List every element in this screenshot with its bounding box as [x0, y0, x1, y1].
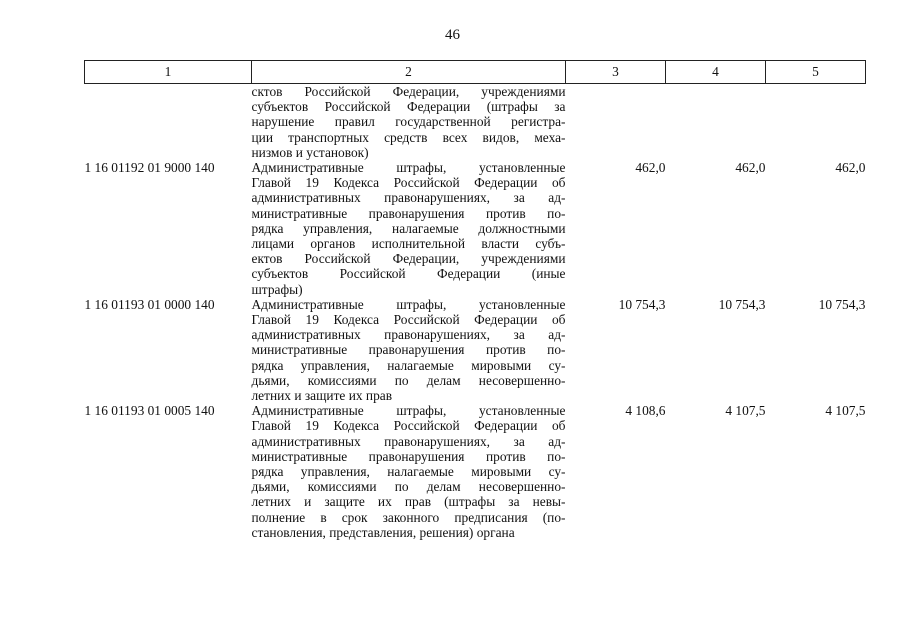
- amount-col-4: 10 754,3: [718, 296, 766, 312]
- description-line: летних и защите их прав (штрафы за невы-: [251, 494, 566, 510]
- header-col-2: 2: [252, 61, 566, 84]
- header-col-5: 5: [766, 61, 866, 84]
- description-line: дьями, комиссиями по делам несовершенно-: [251, 479, 566, 495]
- description-line: Административные штрафы, установленные: [251, 296, 566, 312]
- header-col-1: 1: [85, 61, 252, 84]
- table-row: [85, 403, 866, 540]
- amount-col-5: 10 754,3: [818, 296, 866, 312]
- budget-code: 1 16 01192 01 9000 140: [84, 160, 215, 176]
- amount-col-5: 462,0: [835, 160, 866, 176]
- amount-col-5: 4 107,5: [825, 403, 866, 419]
- amount-col-5: [766, 84, 866, 161]
- description-line: административных правонарушениях, за ад-: [251, 433, 566, 449]
- description-line: министративные правонарушения против по-: [251, 342, 566, 358]
- income-description: [252, 297, 566, 403]
- header-col-3: 3: [566, 61, 666, 84]
- description-line: Административные штрафы, установленные: [251, 160, 566, 176]
- description-line: лицами органов исполнительной власти субъ-: [251, 236, 566, 252]
- description-line: министративные правонарушения против по-: [251, 448, 566, 464]
- table-row: [85, 297, 866, 403]
- description-line: нарушение правил государственной регистра-: [251, 114, 566, 130]
- table-header: [85, 61, 866, 84]
- amount-col-4: 462,0: [735, 160, 766, 176]
- page-number: 46: [445, 27, 460, 43]
- amount-col-3: 10 754,3: [618, 296, 666, 312]
- amount-col-3: 462,0: [635, 160, 666, 176]
- table-body: [85, 84, 866, 541]
- header-col-4: 4: [666, 61, 766, 84]
- table-row: [85, 160, 866, 297]
- description-line: штрафы): [251, 281, 303, 297]
- description-line: ектов Российской Федерации, учреждениями: [251, 251, 566, 267]
- description-line: субъектов Российской Федерации (иные: [251, 266, 566, 282]
- description-line: рядка управления, налагаемые должностными: [251, 220, 566, 236]
- income-description: [252, 160, 566, 297]
- description-line: Главой 19 Кодекса Российской Федерации об: [251, 312, 566, 328]
- header-row: [85, 61, 866, 84]
- income-description: [252, 403, 566, 540]
- description-line: субъектов Российской Федерации (штрафы за: [251, 99, 566, 115]
- amount-col-3: 4 108,6: [625, 403, 666, 419]
- description-line: ции транспортных средств всех видов, меха-: [251, 129, 566, 145]
- description-line: Административные штрафы, установленные: [251, 403, 566, 419]
- description-line: министративные правонарушения против по-: [251, 205, 566, 221]
- description-line: летних и защите их прав: [251, 388, 393, 404]
- budget-code: 1 16 01193 01 0005 140: [84, 403, 215, 419]
- description-line: Главой 19 Кодекса Российской Федерации об: [251, 418, 566, 434]
- amount-col-4: 4 107,5: [725, 403, 766, 419]
- amount-col-4: [666, 84, 766, 161]
- description-line: становления, представления, решения) органа: [251, 524, 515, 540]
- description-line: рядка управления, налагаемые мировыми су-: [251, 464, 566, 480]
- table-row: [85, 84, 866, 161]
- description-line: административных правонарушениях, за ад-: [251, 190, 566, 206]
- description-line: рядка управления, налагаемые мировыми су-: [251, 357, 566, 373]
- description-line: полнение в срок законного предписания (по-: [251, 509, 566, 525]
- budget-code: [85, 84, 252, 161]
- budget-code: 1 16 01193 01 0000 140: [84, 296, 215, 312]
- amount-col-3: [566, 84, 666, 161]
- description-line: сктов Российской Федерации, учреждениями: [251, 84, 566, 99]
- description-line: Главой 19 Кодекса Российской Федерации об: [251, 175, 566, 191]
- description-line: административных правонарушениях, за ад-: [251, 327, 566, 343]
- income-description: [252, 84, 566, 161]
- description-line: низмов и установок): [251, 144, 369, 160]
- budget-table: [84, 60, 866, 540]
- description-line: дьями, комиссиями по делам несовершенно-: [251, 372, 566, 388]
